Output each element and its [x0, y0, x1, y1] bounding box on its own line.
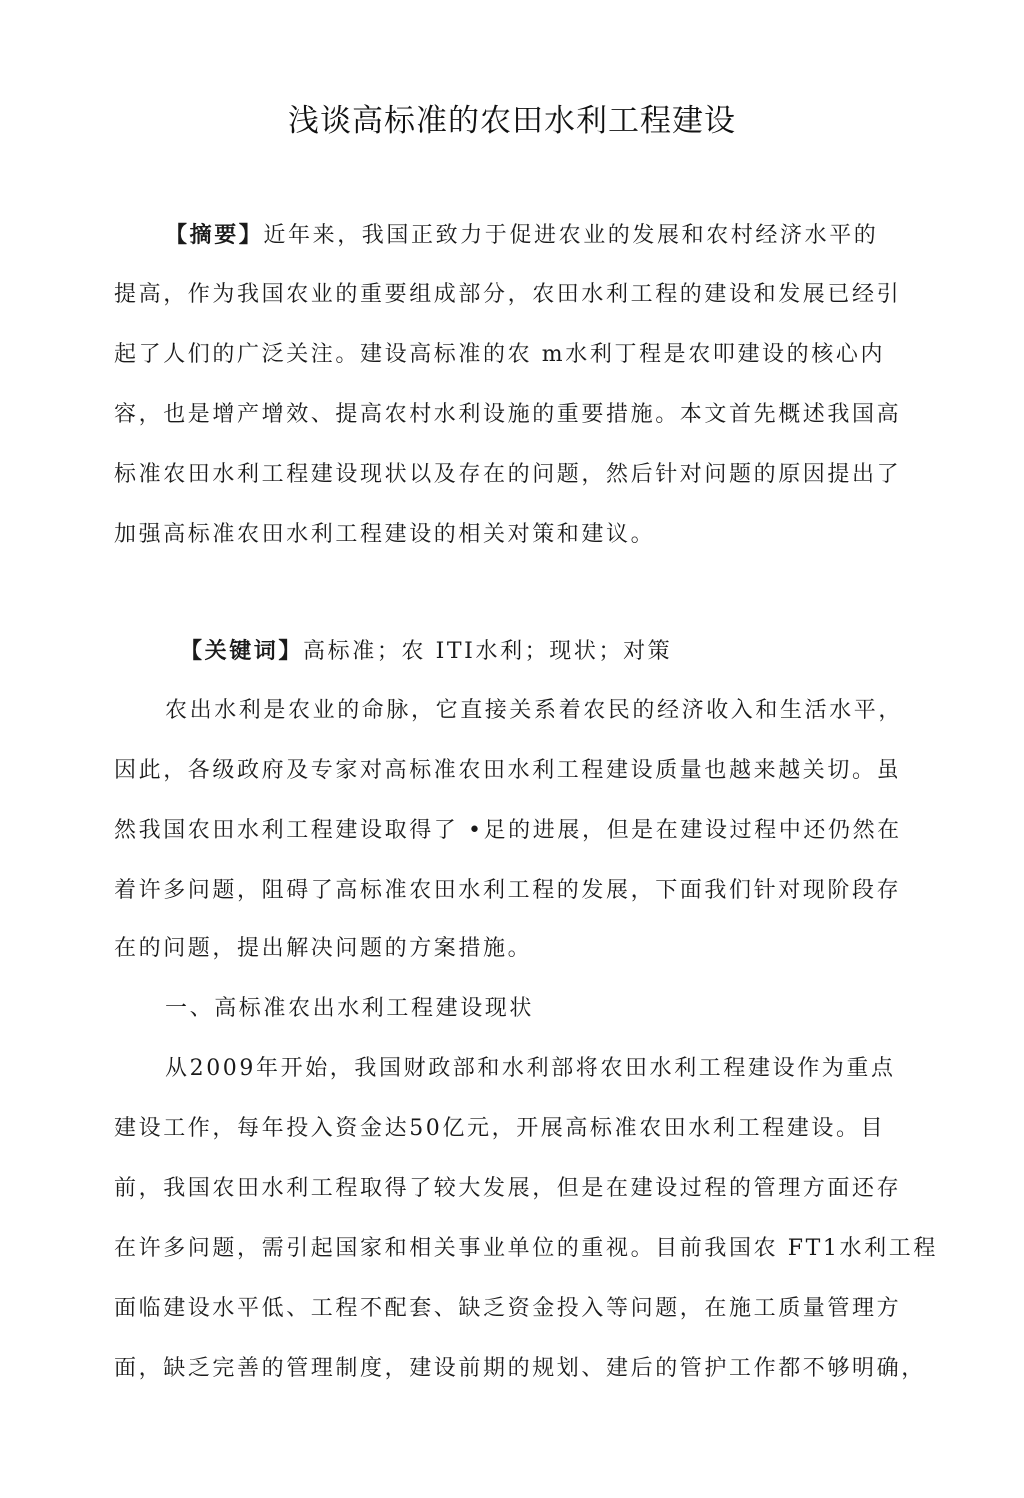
document-title: 浅谈高标准的农田水利工程建设 — [288, 103, 736, 139]
paragraph-line: 着许多问题，阻碍了高标准农田水利工程的发展，下面我们针对现阶段存 — [114, 878, 902, 903]
paragraph-line: 前，我国农田水利工程取得了较大发展，但是在建设过程的管理方面还存 — [114, 1176, 902, 1201]
keywords-line — [180, 634, 672, 669]
paragraph-line: 面临建设水平低、工程不配套、缺乏资金投入等问题，在施工质量管理方 — [114, 1296, 902, 1321]
abstract-label: 【摘要】 — [165, 222, 264, 248]
abstract-line: 标准农田水利工程建设现状以及存在的问题，然后针对问题的原因提出了 — [114, 462, 902, 487]
keywords-label: 【关键词】 — [180, 638, 304, 664]
abstract-line: 提高，作为我国农业的重要组成部分，农田水利工程的建设和发展已经引 — [114, 282, 902, 307]
paragraph-line: 建设工作，每年投入资金达50亿元，开展高标准农田水利工程建设。目 — [114, 1116, 886, 1141]
paragraph-line: 在的问题，提出解决问题的方案措施。 — [114, 936, 533, 961]
paragraph-line: 面，缺乏完善的管理制度，建设前期的规划、建后的管护工作都不够明确， — [114, 1356, 926, 1381]
keywords-text: 高标准；农 ITI水利；现状；对策 — [303, 639, 673, 664]
paragraph-line: 在许多问题，需引起国家和相关事业单位的重视。目前我国农 FT1水利工程 — [114, 1236, 938, 1261]
paragraph-line: 从2009年开始，我国财政部和水利部将农田水利工程建设作为重点 — [165, 1056, 896, 1081]
paragraph-line: 因此，各级政府及专家对高标准农田水利工程建设质量也越来越关切。虽 — [114, 758, 902, 783]
paragraph-line: 然我国农田水利工程建设取得了 •足的进展，但是在建设过程中还仍然在 — [114, 818, 902, 843]
abstract-line: 加强高标准农田水利工程建设的相关对策和建议。 — [114, 522, 656, 547]
paragraph-line: 农出水利是农业的命脉，它直接关系着农民的经济收入和生活水平， — [165, 698, 904, 723]
section-heading: 一、高标准农出水利工程建设现状 — [165, 996, 535, 1021]
abstract-line — [165, 218, 878, 253]
abstract-text: 近年来，我国正致力于促进农业的发展和农村经济水平的 — [263, 223, 879, 248]
abstract-line: 容，也是增产增效、提高农村水利设施的重要措施。本文首先概述我国高 — [114, 402, 902, 427]
abstract-line: 起了人们的广泛关注。建设高标准的农 m水利丁程是农叩建设的核心内 — [114, 342, 886, 367]
